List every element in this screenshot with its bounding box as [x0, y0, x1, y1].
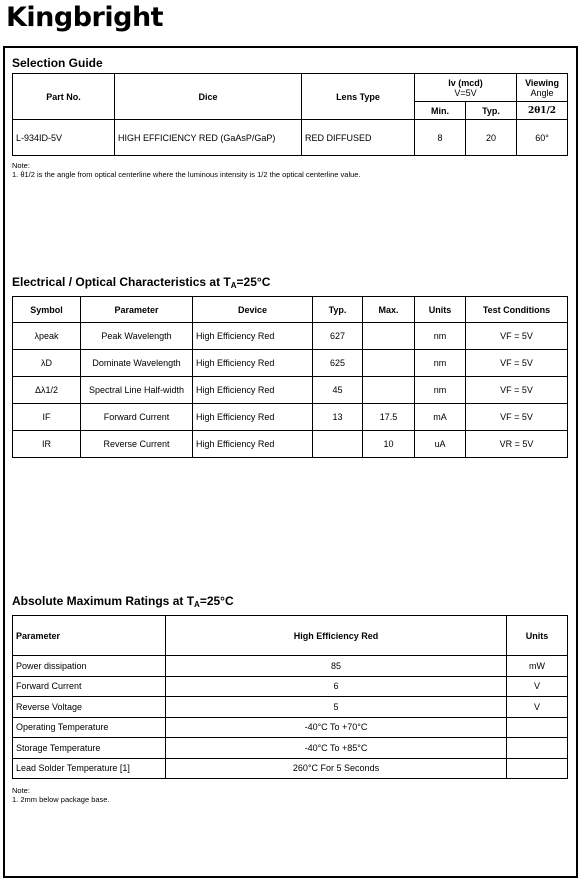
table-row: [13, 404, 568, 431]
cell-typ: 627: [313, 323, 363, 350]
cell-parameter: Spectral Line Half-width: [81, 377, 193, 404]
selection-guide-table: [12, 73, 568, 156]
selection-guide-title: Selection Guide: [12, 56, 103, 70]
cell-max: [363, 350, 415, 377]
cell-units: nm: [415, 350, 466, 377]
absolute-note: [12, 786, 110, 804]
cell-iv-min: 8: [415, 120, 466, 156]
cell-units: nm: [415, 377, 466, 404]
cell-parameter: Power dissipation: [13, 656, 166, 677]
absolute-ratings-table: [12, 615, 568, 779]
table-row: [13, 697, 568, 718]
cell-value: 6: [166, 676, 507, 697]
cell-typ: 13: [313, 404, 363, 431]
cell-value: 85: [166, 656, 507, 677]
header-typ: Typ.: [466, 102, 517, 120]
cell-parameter: Reverse Current: [81, 431, 193, 458]
cell-units: V: [507, 697, 568, 718]
electrical-header-2: Device: [193, 297, 313, 323]
header-iv-label: Iv (mcd): [448, 77, 483, 88]
cell-iv-typ: 20: [466, 120, 517, 156]
cell-parameter: Operating Temperature: [13, 717, 166, 738]
cell-units: mW: [507, 656, 568, 677]
header-part-no: Part No.: [13, 74, 115, 120]
cell-test-condition: VF = 5V: [466, 377, 568, 404]
electrical-header-4: Max.: [363, 297, 415, 323]
cell-max: [363, 323, 415, 350]
cell-parameter: Reverse Voltage: [13, 697, 166, 718]
cell-units: nm: [415, 323, 466, 350]
cell-value: 260°C For 5 Seconds: [166, 758, 507, 779]
table-row: [13, 323, 568, 350]
header-viewing-label: Viewing: [525, 77, 559, 88]
table-row: [13, 431, 568, 458]
cell-typ: 625: [313, 350, 363, 377]
cell-device: High Efficiency Red: [193, 350, 313, 377]
header-iv: [415, 74, 517, 102]
selection-note-label: Note:: [12, 161, 30, 170]
selection-note-text: 1. θ1/2 is the angle from optical centerline where the luminous intensity is 1/2 the optical centerline value.: [12, 170, 361, 179]
table-row: [13, 656, 568, 677]
cell-typ: 45: [313, 377, 363, 404]
table-row: [13, 738, 568, 759]
cell-lens-type: RED DIFFUSED: [302, 120, 415, 156]
electrical-header-0: Symbol: [13, 297, 81, 323]
cell-device: High Efficiency Red: [193, 323, 313, 350]
cell-symbol: Δλ1/2: [13, 377, 81, 404]
kingbright-logo: Kingbright: [6, 2, 164, 33]
electrical-header-6: Test Conditions: [466, 297, 568, 323]
absolute-note-text: 1. 2mm below package base.: [12, 795, 110, 804]
cell-symbol: λD: [13, 350, 81, 377]
cell-units: [507, 738, 568, 759]
absolute-header-1: High Efficiency Red: [166, 616, 507, 656]
cell-units: V: [507, 676, 568, 697]
table-row: [13, 717, 568, 738]
cell-test-condition: VR = 5V: [466, 431, 568, 458]
cell-test-condition: VF = 5V: [466, 350, 568, 377]
cell-value: -40°C To +85°C: [166, 738, 507, 759]
header-min: Min.: [415, 102, 466, 120]
cell-max: 10: [363, 431, 415, 458]
table-row: [13, 350, 568, 377]
cell-typ: [313, 431, 363, 458]
selection-note: [12, 161, 361, 179]
electrical-header-1: Parameter: [81, 297, 193, 323]
cell-parameter: Dominate Wavelength: [81, 350, 193, 377]
absolute-header-0: Parameter: [13, 616, 166, 656]
cell-test-condition: VF = 5V: [466, 404, 568, 431]
absolute-header-2: Units: [507, 616, 568, 656]
cell-units: mA: [415, 404, 466, 431]
cell-value: 5: [166, 697, 507, 718]
cell-test-condition: VF = 5V: [466, 323, 568, 350]
electrical-header-3: Typ.: [313, 297, 363, 323]
cell-value: -40°C To +70°C: [166, 717, 507, 738]
cell-parameter: Lead Solder Temperature [1]: [13, 758, 166, 779]
header-iv-condition: V=5V: [454, 87, 477, 98]
cell-units: [507, 717, 568, 738]
cell-parameter: Peak Wavelength: [81, 323, 193, 350]
header-dice: Dice: [115, 74, 302, 120]
cell-device: High Efficiency Red: [193, 404, 313, 431]
cell-max: [363, 377, 415, 404]
table-row: [13, 676, 568, 697]
cell-device: High Efficiency Red: [193, 377, 313, 404]
cell-units: [507, 758, 568, 779]
cell-device: High Efficiency Red: [193, 431, 313, 458]
header-viewing: [517, 74, 568, 102]
cell-dice: HIGH EFFICIENCY RED (GaAsP/GaP): [115, 120, 302, 156]
cell-symbol: λpeak: [13, 323, 81, 350]
electrical-title: Electrical / Optical Characteristics at $T_A=25^\circ C$: [12, 275, 271, 290]
cell-parameter: Storage Temperature: [13, 738, 166, 759]
cell-max: 17.5: [363, 404, 415, 431]
cell-parameter: Forward Current: [81, 404, 193, 431]
header-theta: 2θ1/2: [517, 102, 568, 120]
cell-symbol: IF: [13, 404, 81, 431]
electrical-table: [12, 296, 568, 458]
table-row: [13, 377, 568, 404]
cell-symbol: IR: [13, 431, 81, 458]
electrical-header-5: Units: [415, 297, 466, 323]
table-row: [13, 758, 568, 779]
cell-viewing-angle: 60°: [517, 120, 568, 156]
cell-part-no: L-934ID-5V: [13, 120, 115, 156]
header-angle-label: Angle: [530, 87, 554, 98]
cell-units: uA: [415, 431, 466, 458]
header-lens-type: Lens Type: [302, 74, 415, 120]
absolute-title: Absolute Maximum Ratings at $T_A=25^\circ C$: [12, 594, 234, 609]
absolute-note-label: Note:: [12, 786, 30, 795]
cell-parameter: Forward Current: [13, 676, 166, 697]
